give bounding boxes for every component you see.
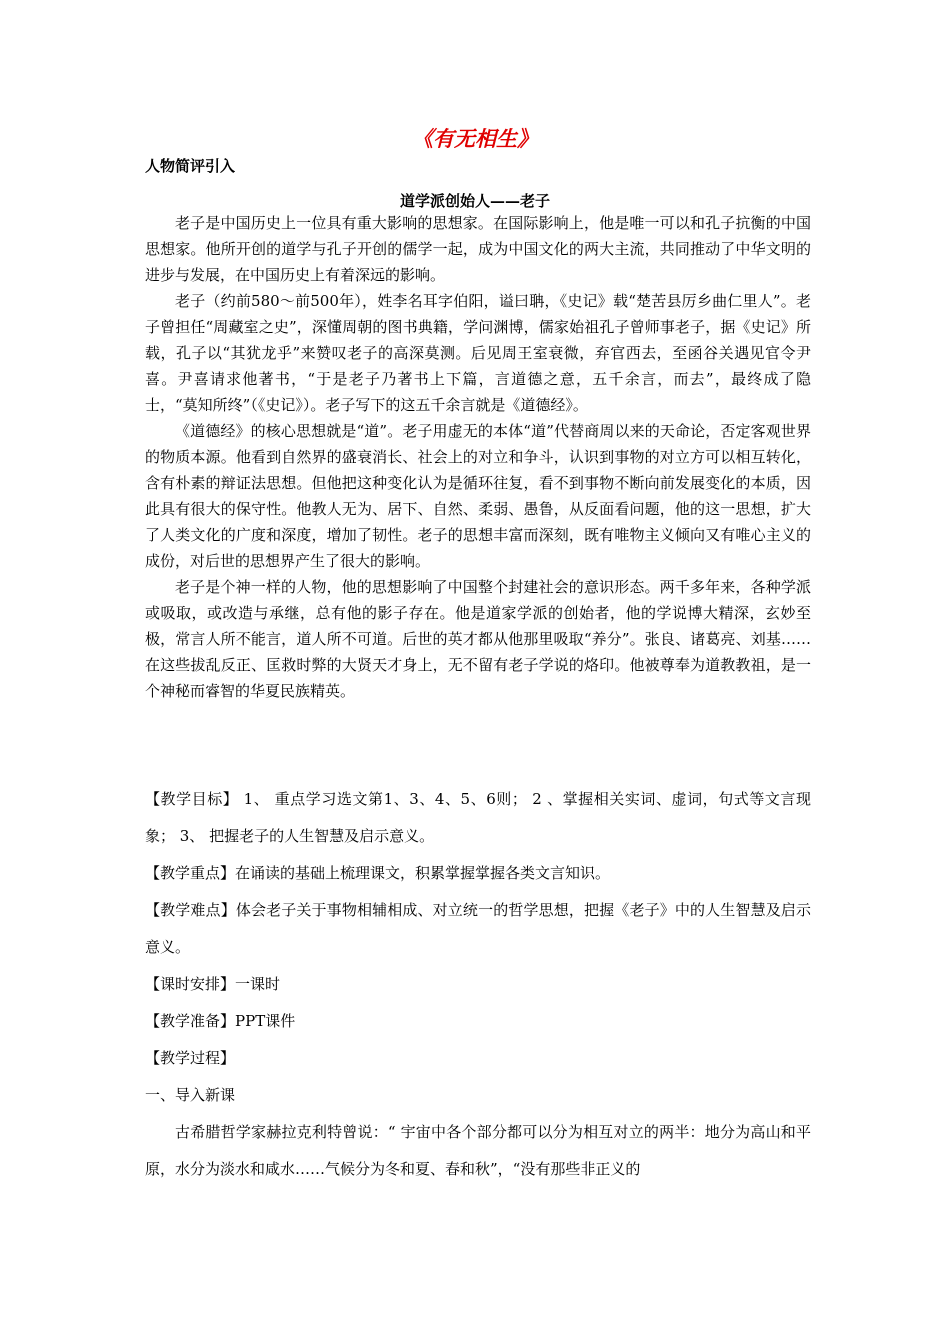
objectives-item <box>145 781 811 855</box>
prep-item <box>145 1003 811 1040</box>
schedule-text: 一课时 <box>235 975 281 993</box>
schedule-tag: 【课时安排】 <box>145 975 236 993</box>
document-title: 《有无相生》 <box>412 126 538 151</box>
section-label: 人物简评引入 <box>145 157 236 175</box>
difficulty-text: 体会老子关于事物相辅相成、对立统一的哲学思想，把握《老子》中的人生智慧及启示意义。 <box>145 901 811 956</box>
bio-paragraph: 老子是个神一样的人物，他的思想影响了中国整个封建社会的意识形态。两千多年来，各种学派或吸取，或改造与承继，总有他的影子存在。他是道家学派的创始者，他的学说博大精深，玄妙至极，常言人所不能言，道人所不可道。后世的英才都从他那里吸取“养分”。张良、诸葛亮、刘基……在这些拔乱反正、匡救时弊的大贤天才身上，无不留有老子学说的烙印。他被尊奉为道教教祖，是一个神秘而睿智的华夏民族精英。 <box>145 578 811 700</box>
focus-text: 在诵读的基础上梳理课文，积累掌握掌握各类文言知识。 <box>235 864 611 882</box>
objectives-text: 1、 重点学习选文第1、3、4、5、6则； 2 、掌握相关实词、虚词，句式等文言现象； 3、 把握老子的人生智慧及启示意义。 <box>145 790 811 845</box>
focus-item <box>145 855 811 892</box>
focus-tag: 【教学重点】 <box>145 864 236 882</box>
difficulty-tag: 【教学难点】 <box>145 901 236 919</box>
step-one-heading: 一、导入新课 <box>145 1086 236 1104</box>
prep-text: PPT课件 <box>235 1012 296 1030</box>
objectives-tag: 【教学目标】 <box>145 790 239 808</box>
bio-body <box>145 210 811 704</box>
bio-paragraph: 老子（约前580～前500年），姓李名耳字伯阳，谥曰聃，《史记》载“楚苦县厉乡曲仁里人”。老子曾担任“周藏室之史”，深懂周朝的图书典籍，学问渊博，儒家始祖孔子曾师事老子，据《史记》所载，孔子以“其犹龙乎”来赞叹老子的高深莫测。后见周王室衰微，弃官西去，至函谷关遇见官令尹喜。尹喜请求他著书，“于是老子乃著书上下篇，言道德之意，五千余言，而去”，最终成了隐士，“莫知所终”（《史记》）。老子写下的这五千余言就是《道德经》。 <box>145 292 811 414</box>
bio-heading: 道学派创始人——老子 <box>399 192 550 210</box>
bio-paragraph: 《道德经》的核心思想就是“道”。老子用虚无的本体“道”代替商周以来的天命论，否定客观世界的物质本源。他看到自然界的盛衰消长、社会上的对立和争斗，认识到事物的对立方可以相互转化，含有朴素的辩证法思想。但他把这种变化认为是循环往复，看不到事物不断向前发展变化的本质，因此具有很大的保守性。他教人无为、居下、自然、柔弱、愚鲁，从反面看问题，他的这一思想，扩大了人类文化的广度和深度，增加了韧性。老子的思想丰富而深刻，既有唯物主义倾向又有唯心主义的成份，对后世的思想界产生了很大的影响。 <box>145 422 811 570</box>
lesson-plan <box>145 781 811 1188</box>
bio-paragraph: 老子是中国历史上一位具有重大影响的思想家。在国际影响上，他是唯一可以和孔子抗衡的中国思想家。他所开创的道学与孔子开创的儒学一起，成为中国文化的两大主流，共同推动了中华文明的进步与发展，在中国历史上有着深远的影响。 <box>145 214 811 284</box>
prep-tag: 【教学准备】 <box>145 1012 236 1030</box>
schedule-item <box>145 966 811 1003</box>
process-heading: 【教学过程】 <box>145 1049 236 1067</box>
difficulty-item <box>145 892 811 966</box>
step-one-text: 古希腊哲学家赫拉克利特曾说：“ 宇宙中各个部分都可以分为相互对立的两半：地分为高山和平原，水分为淡水和咸水……气候分为冬和夏、春和秋”，“没有那些非正义的 <box>145 1123 811 1178</box>
